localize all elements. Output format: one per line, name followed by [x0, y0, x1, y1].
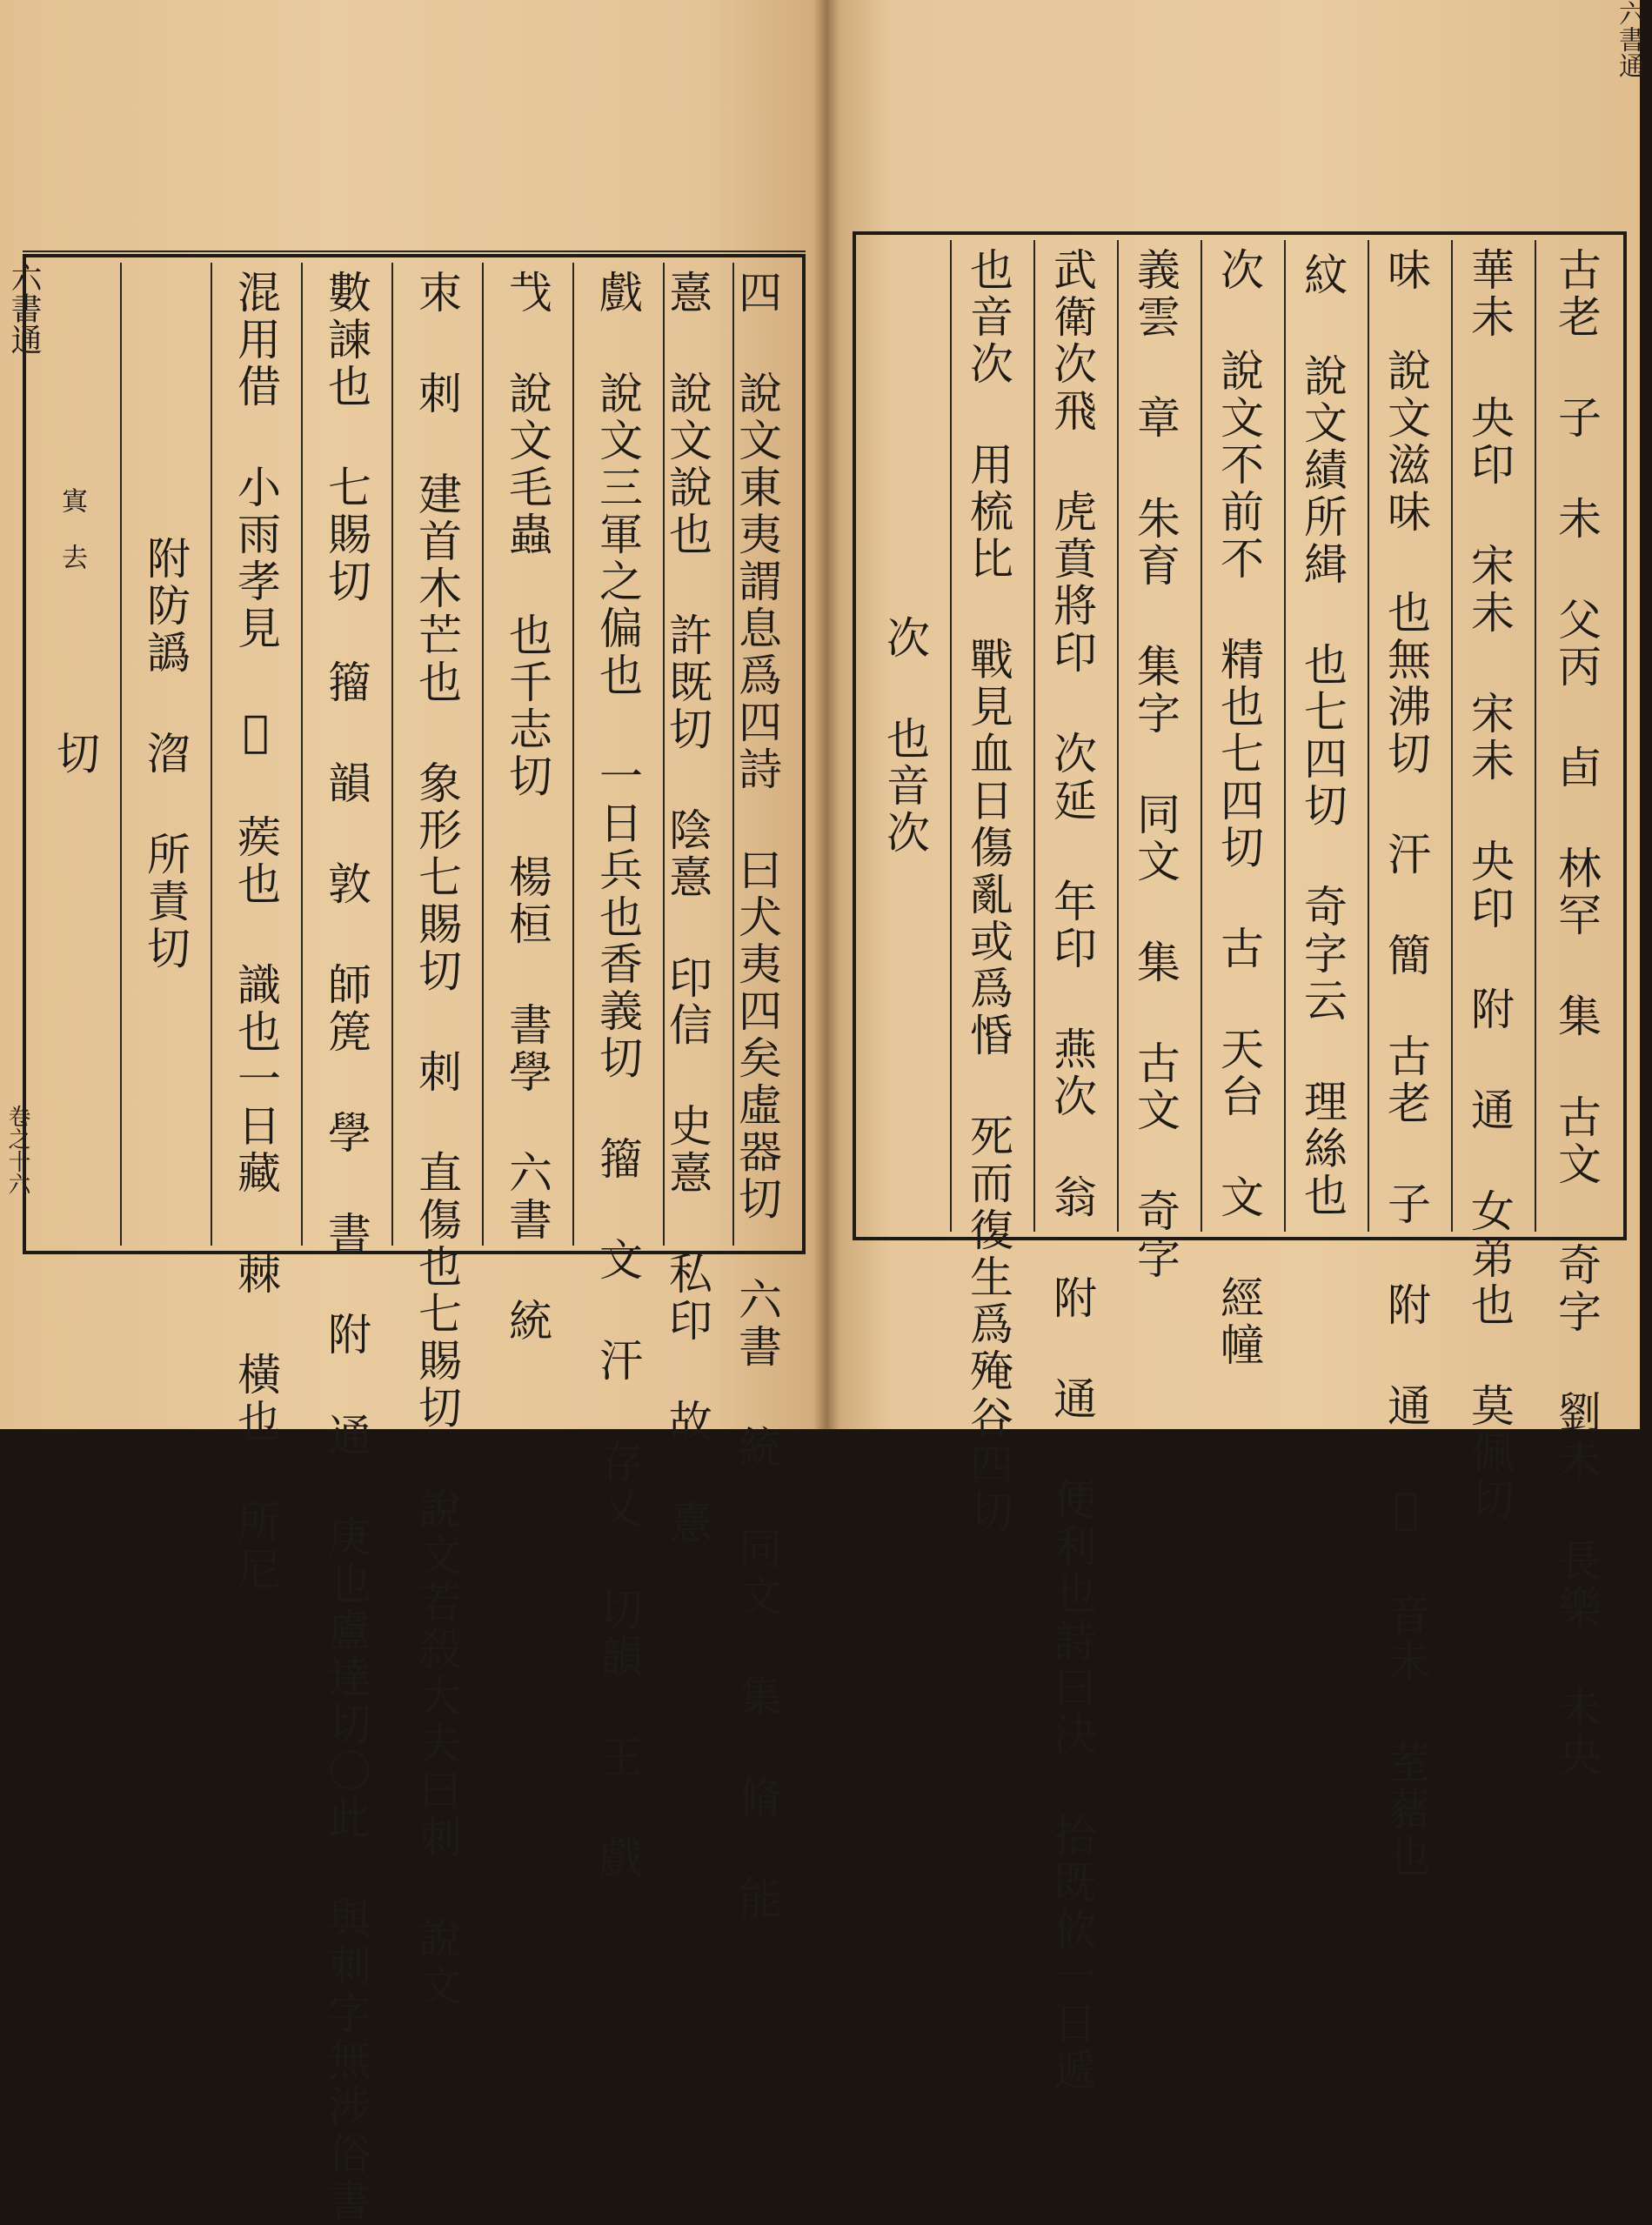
- right-page-frame: [853, 231, 1627, 2095]
- column-text: 朿 刺 建首木芒也 象形七賜切 刺 直傷也七賜切 說文若殺大夫曰刺 說文: [411, 270, 462, 2009]
- column-text: 戲 說文三軍之偏也 一日兵也香義切 籀 文 汗 存乂 切韻 王 戲: [592, 270, 643, 1882]
- column-text: 古老 子 未 父丙 卣 林罕 集 古文 奇字 劉未 長樂 未央: [1551, 247, 1602, 1780]
- column: [859, 240, 952, 1232]
- right-margin-title: 六書通: [1614, 0, 1644, 78]
- column: [120, 263, 212, 1246]
- column: [1277, 240, 1369, 1232]
- book-gutter: [813, 0, 839, 1429]
- column-text: 𢦏 說文毛蟲 也千志切 楊桓 書學 六書 統: [502, 270, 552, 1345]
- margin-title: 六書通: [6, 261, 42, 355]
- column-text: 數諫也 七賜切 籀 韻 敦 師箎 學 書 附 通 庚也盧達切〇此 與刺字無涉俗書: [321, 270, 371, 2225]
- column: [1528, 240, 1622, 1780]
- column-text: 憙 說文說也 許既切 陰憙 印信 史憙 私印 故 憙: [662, 270, 712, 1547]
- column-text: 四 說文東夷謂息爲四詩 曰犬夷四矣虛器切 六書 統 同文 集 脩 能: [732, 270, 782, 1922]
- column-text: 武衛次飛 虎賁將印 次延 年印 燕次 翁 附 通 便利也詩曰決 拾既佽一日遞: [1047, 247, 1097, 2095]
- left-page-frame: [23, 254, 806, 2225]
- right-page: [826, 0, 1644, 2095]
- column-text: 次 說文不前不 精也七四切 古 天台 文 經幢: [1214, 247, 1264, 1369]
- top-rule: [23, 251, 806, 252]
- column: [1110, 240, 1202, 1282]
- column-text: 混用借 小雨孝見 𦼥 蒺也 識也一日藏 棘 橫也 所尼: [231, 270, 281, 1594]
- margin-section: 寘 去: [57, 487, 87, 570]
- column-text: 次 也音次: [880, 615, 930, 857]
- column: [1361, 240, 1453, 1881]
- column: [301, 263, 393, 2225]
- page-number: 卷之十六: [4, 1105, 30, 1195]
- column: [482, 263, 574, 1345]
- column: [1194, 240, 1286, 1369]
- column-text: 也音次 用梳比 戰見血日傷亂或爲惛 死而復生爲殗谷四切: [963, 247, 1013, 1536]
- column: [1444, 240, 1536, 1524]
- column-text: 切: [50, 731, 100, 778]
- column-text: 附防譌 㳷 所責切: [140, 536, 191, 972]
- column: [391, 263, 484, 2009]
- column-text: 義雲 章 朱育 集字 同文 集 古文 奇字: [1130, 247, 1180, 1282]
- column: [211, 263, 303, 1594]
- column: [732, 263, 802, 1922]
- column-text: 紋 說文績所緝 也七四切 奇字云 理絲也: [1297, 252, 1348, 1219]
- column-text: 華未 央印 宋未 宋未 央印 附 通 女弟也 莫佩切: [1464, 247, 1515, 1524]
- column-text: 味 說文滋味 也無沸切 汗 簡 古老 子 附 通 𦼥 音未 荎藸也: [1381, 247, 1431, 1881]
- column: [1027, 240, 1119, 2095]
- column: [943, 240, 1035, 1536]
